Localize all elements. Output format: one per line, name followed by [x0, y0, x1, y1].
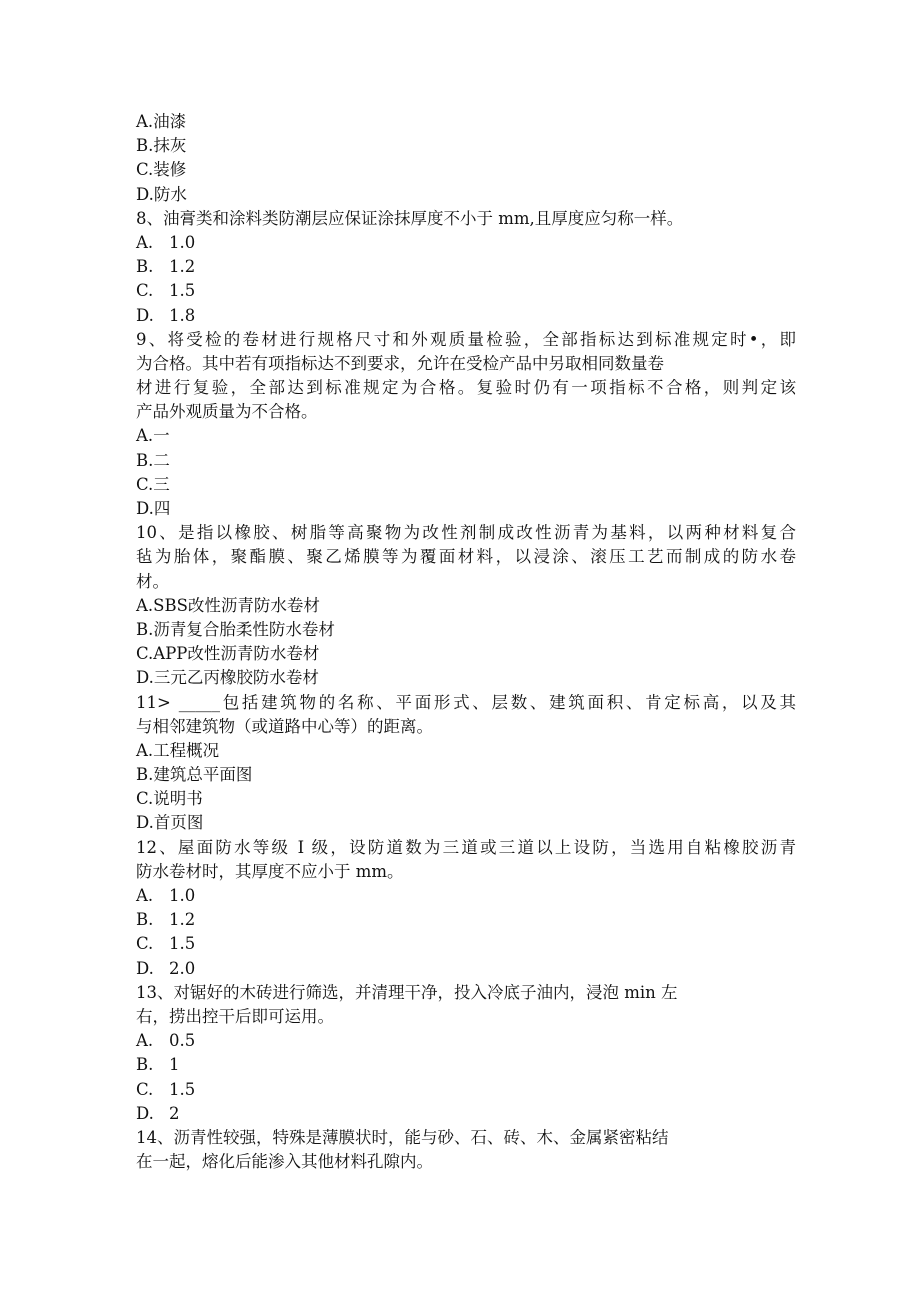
- option-line: D.三元乙丙橡胶防水卷材: [136, 668, 319, 688]
- option-label: A.: [136, 1031, 154, 1051]
- option-value: 2.0: [169, 958, 196, 978]
- option-value: 1.5: [169, 934, 196, 954]
- option-label: A.: [136, 886, 154, 905]
- option-value: 1.2: [169, 910, 196, 930]
- question-text: 在一起，熔化后能渗入其他材料孔隙内。: [136, 1152, 433, 1172]
- document-page: [136, 110, 796, 1174]
- question-text: 与相邻建筑物（或道路中心等）的距离。: [136, 716, 433, 736]
- option-label: C.: [136, 1079, 154, 1099]
- option-line: [136, 1102, 796, 1126]
- option-line: A.油漆: [136, 112, 187, 131]
- option-label: A.: [136, 232, 154, 252]
- question-8: 8、油膏类和涂料类防潮层应保证涂抹厚度不小于 mm,且厚度应匀称一样。: [136, 208, 684, 228]
- option-label: B.: [136, 910, 154, 930]
- option-value: 1.5: [169, 281, 196, 301]
- question-12: 12、屋面防水等级 I 级，设防道数为三道或三道以上设防，当选用自粘橡胶沥青: [136, 837, 796, 857]
- option-line: D.首页图: [136, 813, 204, 833]
- question-text: 产品外观质量为不合格。: [136, 402, 318, 422]
- option-line: [136, 255, 796, 279]
- option-line: C.三: [136, 474, 170, 494]
- question-text: 材。: [136, 571, 169, 591]
- option-line: A.工程概况: [136, 740, 220, 760]
- option-line: A.SBS改性沥青防水卷材: [136, 595, 320, 615]
- question-9: 9、将受检的卷材进行规格尺寸和外观质量检验，全部指标达到标准规定时•，即: [136, 329, 796, 349]
- option-line: C.APP改性沥青防水卷材: [136, 644, 320, 664]
- option-line: B.沥青复合胎柔性防水卷材: [136, 619, 335, 639]
- option-line: B.抹灰: [136, 136, 187, 156]
- option-label: D.: [136, 958, 154, 978]
- question-14: 14、沥青性较强，特殊是薄膜状时，能与砂、石、砖、木、金属紧密粘结: [136, 1127, 669, 1147]
- option-line: C.装修: [136, 160, 187, 180]
- question-13: 13、对锯好的木砖进行筛选，并清理干净，投入冷底子油内，浸泡 min 左: [136, 982, 678, 1002]
- question-text: 为合格。其中若有项指标达不到要求，允许在受检产品中另取相同数量卷: [136, 353, 664, 373]
- option-label: B.: [136, 1055, 154, 1075]
- option-value: 1.8: [169, 305, 196, 325]
- option-line: [136, 231, 796, 255]
- option-label: C.: [136, 281, 154, 301]
- option-line: [136, 1029, 796, 1053]
- option-line: [136, 957, 796, 981]
- option-value: 2: [169, 1103, 180, 1123]
- option-line: C.说明书: [136, 789, 203, 809]
- question-text: 材进行复验，全部达到标准规定为合格。复验时仍有一项指标不合格，则判定该: [136, 378, 796, 398]
- option-label: D.: [136, 1103, 154, 1123]
- question-text: 防水卷材时，其厚度不应小于 mm。: [136, 861, 404, 881]
- option-line: B.建筑总平面图: [136, 765, 253, 785]
- question-text: 毡为胎体，聚酯膜、聚乙烯膜等为覆面材料，以浸涂、滚压工艺而制成的防水卷: [136, 547, 796, 567]
- option-label: D.: [136, 305, 154, 325]
- option-line: [136, 279, 796, 303]
- option-line: [136, 908, 796, 932]
- option-value: 1.2: [169, 257, 196, 277]
- option-line: D.防水: [136, 184, 187, 204]
- option-label: C.: [136, 934, 154, 954]
- option-value: 1.0: [169, 232, 196, 252]
- option-value: 1: [169, 1055, 180, 1075]
- option-value: 1.0: [169, 886, 196, 905]
- option-line: A.一: [136, 426, 170, 446]
- question-text: 右，捞出控干后即可运用。: [136, 1006, 334, 1026]
- option-value: 1.5: [169, 1079, 196, 1099]
- option-line: B.二: [136, 450, 170, 470]
- option-value: 0.5: [169, 1031, 196, 1051]
- question-10: 10、是指以橡胶、树脂等高聚物为改性剂制成改性沥青为基料，以两种材料复合: [136, 523, 796, 543]
- question-11: 11> _____包括建筑物的名称、平面形式、层数、建筑面积、肯定标高，以及其: [136, 692, 796, 712]
- option-line: [136, 932, 796, 956]
- option-line: [136, 884, 796, 908]
- option-line: [136, 304, 796, 328]
- option-line: [136, 1053, 796, 1077]
- option-line: [136, 1078, 796, 1102]
- option-line: D.四: [136, 499, 171, 518]
- option-label: B.: [136, 257, 154, 277]
